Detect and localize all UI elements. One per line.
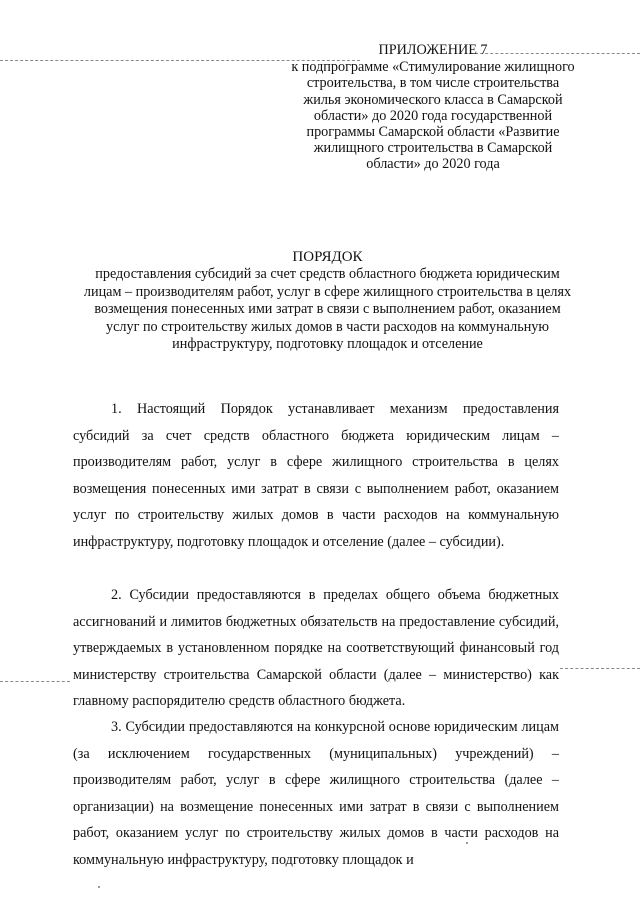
appendix-title: ПРИЛОЖЕНИЕ 7 xyxy=(378,42,488,58)
paragraph-3: 3. Субсидии предоставляются на конкурсной основе юридическим лицам (за исключением государственных (муниципальных) учреждений) – производителям работ, услуг в сфере жилищного строительства (далее – организации) на возмещение понесенных ими затрат в связи с выполнением работ, оказанием услуг по строительству жилых домов в части расходов на коммунальную инфраструктуру, подготовку площадок и xyxy=(73,719,559,868)
order-subtitle: предоставления субсидий за счет средств областного бюджета юридическим лицам – производителям работ, услуг в сфере жилищного строительства в целях возмещения понесенных ими затрат в связи с выполнением работ, оказанием услуг по строительству жилых домов в части расходов на коммунальную инфраструктуру, подготовку площадок и отселение xyxy=(83,266,572,352)
scan-speck xyxy=(466,842,468,844)
paragraph-2: 2. Субсидии предоставляются в пределах общего объема бюджетных ассигнований и лимитов бюджетных обязательств на предоставление субсидий, утверждаемых в установленном порядке на соответствующий финансовый год министерству строительства Самарской области (далее – министерство) как главному распорядителю средств областного бюджета. xyxy=(73,587,559,710)
scan-line-mid-right xyxy=(560,668,640,669)
scan-speck xyxy=(98,886,100,888)
appendix-block xyxy=(288,42,578,173)
appendix-text: к подпрограмме «Стимулирование жилищного строительства, в том числе строительства жилья экономического класса в Самарской области» до 2020 года государственной программы Самарской области «Развитие жилищного строительства в Самарской области» до 2020 года xyxy=(291,59,575,173)
order-title: ПОРЯДОК xyxy=(292,249,363,265)
scan-line-mid-left xyxy=(0,681,70,682)
paragraph-1: 1. Настоящий Порядок устанавливает механизм предоставления субсидий за счет средств областного бюджета юридическим лицам – производителям работ, услуг в сфере жилищного строительства в целях возмещения понесенных ими затрат в связи с выполнением работ, оказанием услуг по строительству жилых домов в части расходов на коммунальную инфраструктуру, подготовку площадок и отселение (далее – субсидии). xyxy=(73,401,559,550)
